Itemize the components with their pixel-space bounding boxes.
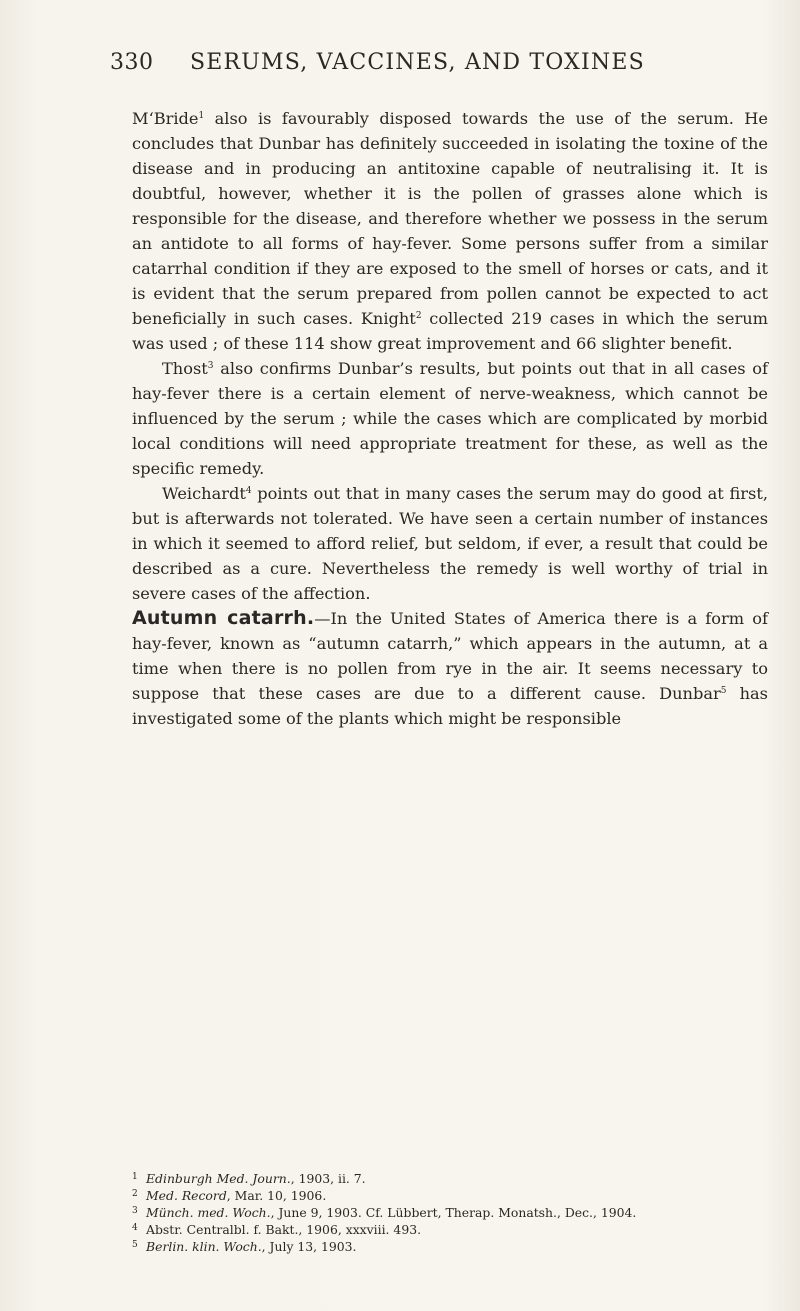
footnote: 4 Abstr. Centralbl. f. Bakt., 1906, xxxviii. 493. [132,1222,422,1237]
paragraph-autumn-catarrh [132,606,768,731]
footnote: 3 Münch. med. Woch., June 9, 1903. Cf. Lübbert, Therap. Monatsh., Dec., 1904. [132,1205,637,1220]
footnote-detail: , July 13, 1903. [261,1239,357,1254]
page-number: 330 [110,50,154,75]
paragraph-text: points out that in many cases the serum may do good at first, but is afterwards not tolerated. We have seen a certain number of instances in which it seemed to afford relief, but seldom, if ever, a result that could be described as a cure. Nevertheless the remedy is well worthy of trial in severe cases of the affection. [132,484,768,603]
footnote-source: Med. Record [146,1188,227,1203]
paragraph-thost [132,356,768,481]
paragraph-text: —In the United States of America there is a form of hay-fever, known as “autumn catarrh,” which appears in the autumn, at a time when there is no pollen from rye in the air. It seems necessary to suppose that these cases are due to a different cause. Dunbar [132,609,768,703]
footnote-detail: , June 9, 1903. Cf. Lübbert, Therap. Monatsh., Dec., 1904. [270,1205,637,1220]
author-name: Weichardt [162,484,246,503]
body-text [132,106,768,731]
section-sidehead: Autumn catarrh. [132,607,315,629]
footnote-detail: Abstr. Centralbl. f. Bakt., 1906, xxxviii. 493. [146,1222,422,1237]
footnote-ref: 4 [245,486,252,496]
author-name: Thost [162,359,208,378]
footnote-source: Edinburgh Med. Journ. [146,1171,291,1186]
paragraph-text: also confirms Dunbar’s results, but points out that in all cases of hay-fever there is a certain element of nerve-weakness, which cannot be influenced by the serum ; while the cases which are complicated by morbid local conditions will need appropriate treatment for these, as well as the specific remedy. [132,359,768,478]
footnote-ref: 2 [415,311,422,321]
paragraph-text: also is favourably disposed towards the use of the serum. He concludes that Dunbar has definitely succeeded in isolating the toxine of the disease and in producing an antitoxine capable of neutralising it. It is doubtful, however, whether it is the pollen of grasses alone which is responsible for the disease, and therefore whether we possess in the serum an antidote to all forms of hay-fever. Some persons suffer from a similar catarrhal condition if they are exposed to the smell of horses or cats, and it is evident that the serum prepared from pollen cannot be expected to act beneficially in such cases. Knight [132,109,768,328]
paragraph-mbride [132,106,768,356]
footnote-source: Münch. med. Woch. [146,1205,271,1220]
footnote-ref: 5 [720,686,727,696]
footnote-detail: , Mar. 10, 1906. [226,1188,327,1203]
footnote: 5 Berlin. klin. Woch., July 13, 1903. [132,1239,357,1254]
footnote: 2 Med. Record, Mar. 10, 1906. [132,1188,327,1203]
footnote-source: Berlin. klin. Woch. [146,1239,262,1254]
footnotes [132,1170,768,1255]
footnote-ref: 3 [207,361,214,371]
author-name: M‘Bride [132,109,199,128]
footnote: 1 Edinburgh Med. Journ., 1903, ii. 7. [132,1171,366,1186]
page-header [0,50,800,82]
running-title: SERUMS, VACCINES, AND TOXINES [190,50,645,75]
paragraph-text: has investigated some of the plants which might be responsible [132,684,768,728]
paragraph-text: collected 219 cases in which the serum was used ; of these 114 show great improvement and 66 slighter benefit. [132,309,768,353]
footnote-detail: , 1903, ii. 7. [290,1171,366,1186]
footnote-ref: 1 [198,111,205,121]
paragraph-weichardt [132,481,768,606]
